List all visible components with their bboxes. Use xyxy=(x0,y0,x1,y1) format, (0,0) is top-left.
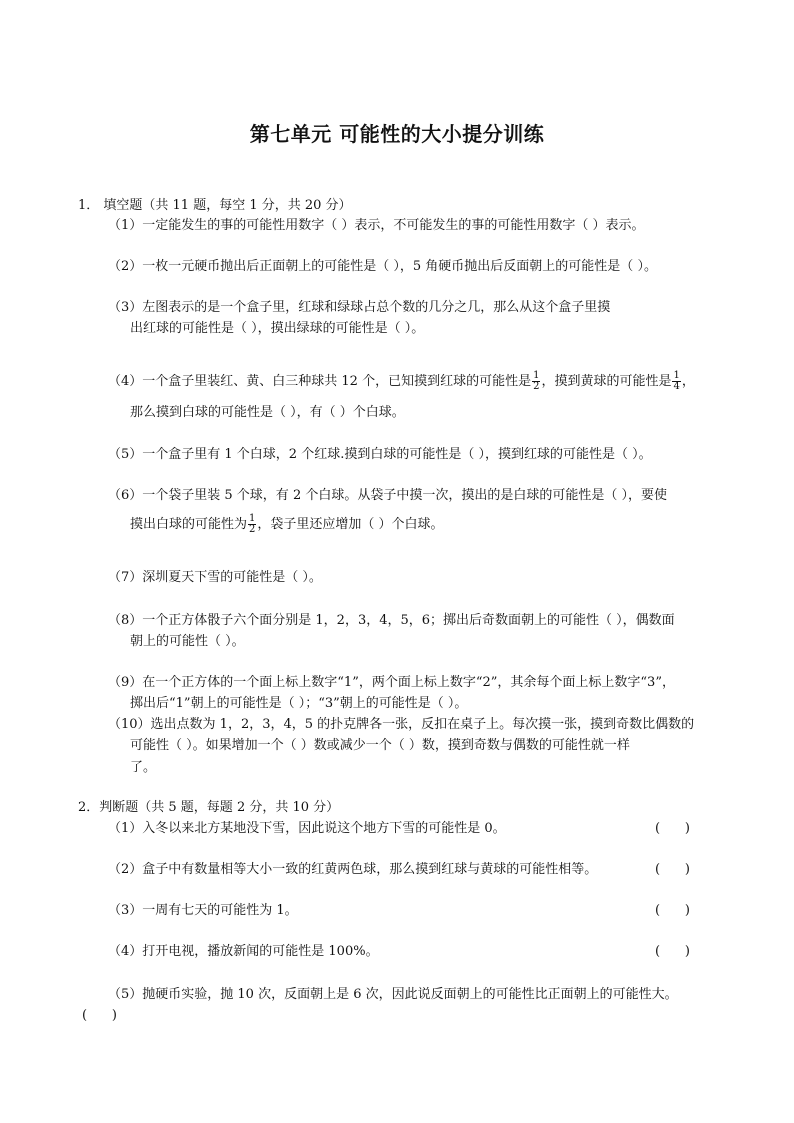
answer-paren-2-3[interactable]: ( ) xyxy=(655,903,690,918)
question-2-1: （1）入冬以来北方某地没下雪，因此说这个地方下雪的可能性是 0。 xyxy=(108,821,506,836)
question-1-4-text-a: （4）一个盒子里装红、黄、白三种球共 12 个，已知摸到红球的可能性是 xyxy=(108,374,532,389)
question-1-4-text-b: ，摸到黄球的可能性是 xyxy=(541,374,672,389)
question-1-4-line1 xyxy=(108,371,695,392)
answer-paren-2-5[interactable]: ( ) xyxy=(82,1008,117,1023)
section2-heading: 2．判断题（共 5 题，每题 2 分，共 10 分） xyxy=(78,800,340,815)
question-2-2: （2）盒子中有数量相等大小一致的红黄两色球，那么摸到红球与黄球的可能性相等。 xyxy=(108,862,598,877)
question-1-10-line1: （10）选出点数为 1，2，3，4，5 的扑克牌各一张，反扣在桌子上。每次摸一张，摸到奇数比偶数的 xyxy=(108,717,695,732)
question-1-5: （5）一个盒子里有 1 个白球，2 个红球.摸到白球的可能性是（ ），摸到红球的可能性是（ ）。 xyxy=(108,447,652,462)
answer-paren-2-4[interactable]: ( ) xyxy=(655,944,690,959)
question-1-6-text-b: ，袋子里还应增加（ ）个白球。 xyxy=(257,517,444,532)
section1-heading: 1． 填空题（共 11 题，每空 1 分，共 20 分） xyxy=(78,198,352,213)
fraction-one-half: $\frac{1}{2}$ xyxy=(533,370,540,392)
question-1-8-line2: 朝上的可能性（ ）。 xyxy=(130,634,245,649)
question-1-2: （2）一枚一元硬币抛出后正面朝上的可能性是（ ），5 角硬币抛出后反面朝上的可能性是（ ）。 xyxy=(108,259,657,274)
question-1-6-text-a: 摸出白球的可能性为 xyxy=(130,517,248,532)
question-1-1: （1）一定能发生的事的可能性用数字（ ）表示，不可能发生的事的可能性用数字（ ）表示。 xyxy=(108,218,645,233)
question-1-6-line2 xyxy=(130,514,444,535)
fraction-one-quarter: $\frac{1}{4}$ xyxy=(673,370,680,392)
answer-paren-2-2[interactable]: ( ) xyxy=(655,862,690,877)
question-1-9-line2: 掷出后“1”朝上的可能性是（ ）；“3”朝上的可能性是（ ）。 xyxy=(130,696,468,711)
question-1-3-line2: 出红球的可能性是（ ），摸出绿球的可能性是（ ）。 xyxy=(130,321,425,336)
question-1-10-line3: 了。 xyxy=(130,760,157,775)
question-2-3: （3）一周有七天的可能性为 1。 xyxy=(108,903,298,918)
page-title: 第七单元 可能性的大小提分训练 xyxy=(249,122,545,146)
question-1-9-line1: （9）在一个正方体的一个面上标上数字“1”，两个面上标上数字“2”，其余每个面上标上数字“3”， xyxy=(108,675,675,690)
question-1-4-line2: 那么摸到白球的可能性是（ ），有（ ）个白球。 xyxy=(130,405,405,420)
question-2-5: （5）抛硬币实验，抛 10 次，反面朝上是 6 次，因此说反面朝上的可能性比正面朝上的可能性大。 xyxy=(108,987,678,1002)
answer-paren-2-1[interactable]: ( ) xyxy=(655,821,690,836)
question-1-8-line1: （8）一个正方体骰子六个面分别是 1，2，3，4，5，6；掷出后奇数面朝上的可能性（ ），偶数面 xyxy=(108,613,675,628)
question-2-4: （4）打开电视，播放新闻的可能性是 100%。 xyxy=(108,944,379,959)
question-1-10-line2: 可能性（ ）。如果增加一个（ ）数或减少一个（ ）数，摸到奇数与偶数的可能性就一样 xyxy=(130,738,630,753)
fraction-one-half: $\frac{1}{2}$ xyxy=(249,513,256,535)
question-1-7: （7）深圳夏天下雪的可能性是（ ）。 xyxy=(108,570,322,585)
question-1-3-line1: （3）左图表示的是一个盒子里，红球和绿球占总个数的几分之几，那么从这个盒子里摸 xyxy=(108,300,611,315)
question-1-4-text-c: ， xyxy=(681,374,695,389)
question-1-6-line1: （6）一个袋子里装 5 个球，有 2 个白球。从袋子中摸一次，摸出的是白球的可能性是（ ），要使 xyxy=(108,488,667,503)
